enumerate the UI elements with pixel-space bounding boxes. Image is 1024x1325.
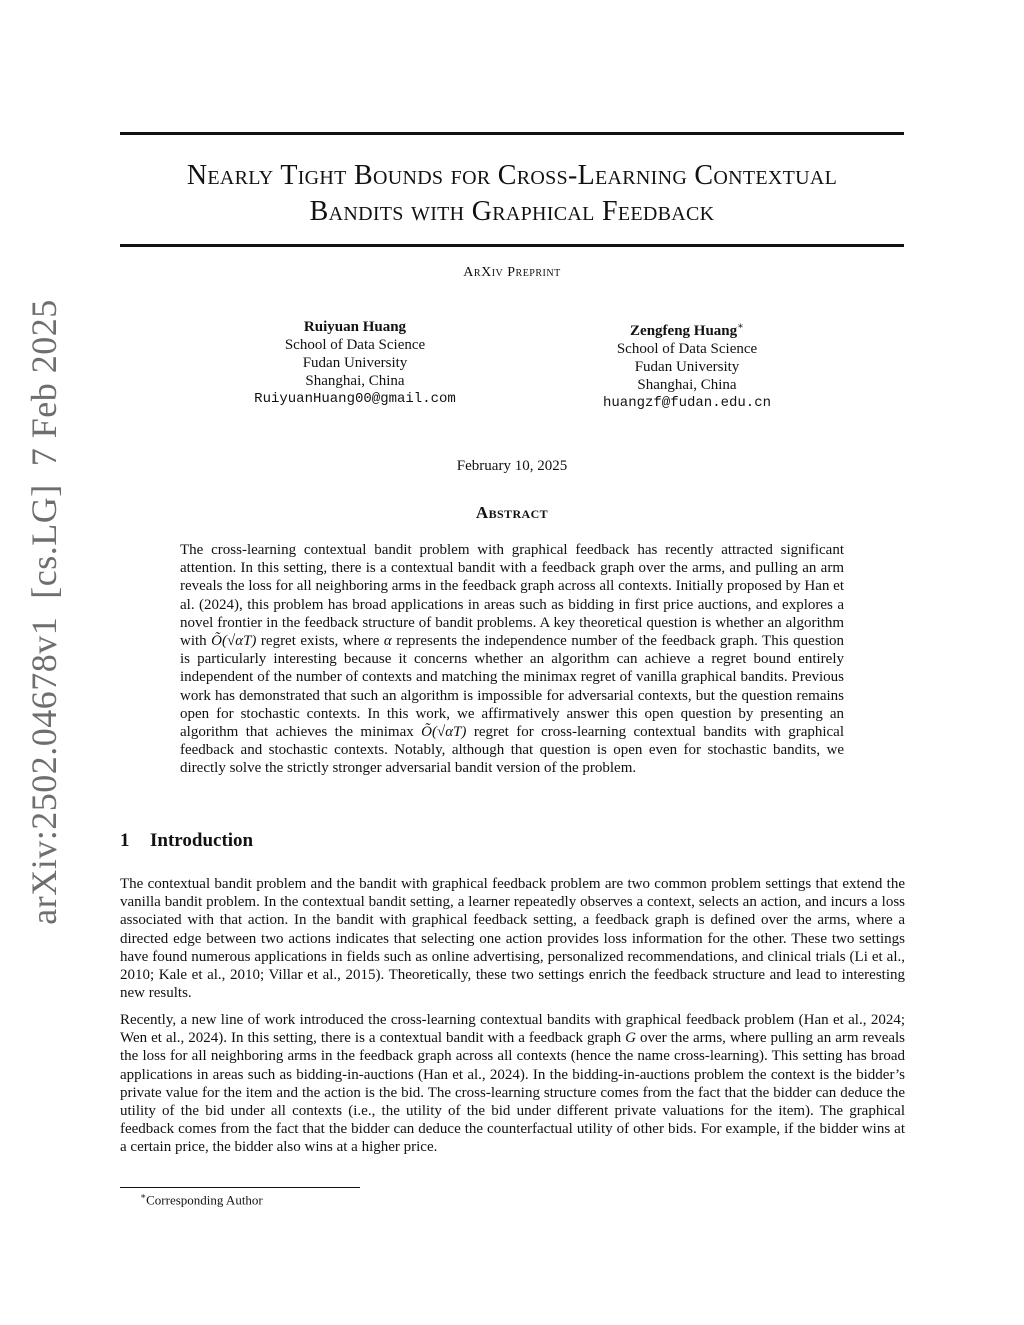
footnote-marker: ∗ (140, 1191, 147, 1201)
arxiv-id: arXiv:2502.04678v1 (24, 616, 64, 925)
intro-paragraph-1: The contextual bandit problem and the bandit with graphical feedback problem are two common problem settings that extend the vanilla bandit problem. In the contextual bandit setting, a learner repeatedly observes a context, selects an action, and incurs a loss associated with that action. In the bandit with graphical feedback setting, a feedback graph is defined over the arms, where a directed edge between two actions indicates that selecting one action provides loss information for the other. These two settings have found numerous applications in fields such as online advertising, personalized recommendations, and clinical trials (Li et al., 2010; Kale et al., 2010; Villar et al., 2015). Theoretically, these two settings enrich the feedback structure and lead to interesting new results. (120, 876, 905, 1002)
math-regret-bound: Õ(√αT) (421, 724, 467, 741)
preprint-label: ArXiv Preprint (463, 265, 561, 280)
author-city: Shanghai, China (305, 373, 405, 389)
title-rule-bottom (120, 244, 904, 247)
author-block-1 (205, 318, 505, 408)
arxiv-date: 7 Feb 2025 (24, 299, 64, 467)
author-email[interactable]: RuiyuanHuang00@gmail.com (254, 391, 456, 407)
paper-title (120, 158, 904, 230)
author-name: Zengfeng Huang∗ (630, 321, 744, 339)
arxiv-category: [cs.LG] (24, 484, 64, 599)
title-line-2: Bandits with Graphical Feedback (309, 196, 715, 227)
math-alpha: α (383, 633, 392, 650)
corresponding-marker: ∗ (737, 321, 744, 332)
section-heading-introduction (120, 830, 253, 852)
author-dept: School of Data Science (616, 341, 758, 357)
footnote (140, 1191, 263, 1208)
author-email[interactable]: huangzf@fudan.edu.cn (602, 395, 772, 411)
abstract-heading: Abstract (475, 503, 549, 522)
author-city: Shanghai, China (637, 377, 737, 393)
author-univ: Fudan University (302, 355, 408, 371)
title-rule-top (120, 132, 904, 135)
abstract-body: The cross-learning contextual bandit problem with graphical feedback has recently attracted significant attention. In this setting, there is a contextual bandit with a feedback graph over the arms, and pulling an arm reveals the loss for all neighboring arms in the feedback graph across all contexts. Initially proposed by Han et al. (2024), this problem has broad applications in areas such as bidding in first price auctions, and explores a novel frontier in the feedback structure of bandit problems. A key theoretical question is whether an algorithm with Õ(√αT) regret exists, where α represents the independence number of the feedback graph. This question is particularly interesting because it concerns whether an algorithm can achieve a regret bound entirely independent of the number of contexts and matching the minimax regret of vanilla graphical bandits. Previous work has demonstrated that such an algorithm is impossible for adversarial contexts, but the question remains open for stochastic contexts. In this work, we affirmatively answer this open question by presenting an algorithm that achieves the minimax Õ(√αT) regret for cross-learning contextual bandits with graphical feedback and stochastic contexts. Notably, although that question is open even for stochastic bandits, we directly solve the strictly stronger adversarial bandit version of the problem. (180, 542, 845, 777)
footnote-rule (120, 1187, 360, 1188)
arxiv-sidebar-stamp (23, 299, 65, 924)
paper-date: February 10, 2025 (456, 458, 568, 474)
author-block-2 (537, 318, 837, 412)
author-dept: School of Data Science (284, 337, 426, 353)
math-graph-g: G (625, 1030, 637, 1047)
author-name: Ruiyuan Huang (303, 319, 407, 335)
footnote-text: Corresponding Author (146, 1192, 263, 1208)
section-number: 1 (120, 830, 130, 851)
section-title: Introduction (150, 830, 254, 851)
author-univ: Fudan University (634, 359, 740, 375)
title-line-1: Nearly Tight Bounds for Cross-Learning Contextual (186, 160, 838, 191)
intro-paragraph-2: Recently, a new line of work introduced the cross-learning contextual bandits with graphical feedback problem (Han et al., 2024; Wen et al., 2024). In this setting, there is a contextual bandit with a feedback graph G over the arms, where pulling an arm reveals the loss for all neighboring arms in the feedback graph across all contexts (hence the name cross-learning). This setting has broad applications in areas such as bidding-in-auctions (Han et al., 2024). In the bidding-in-auctions problem the context is the bidder’s private value for the item and the action is the bid. The cross-learning structure comes from the fact that the bidder can deduce the utility of the bid under all contexts (i.e., the utility of the bid under different private valuations for the item). The graphical feedback comes from the fact that the bidder can deduce the counterfactual utility of other bids. For example, if the bidder wins at a certain price, the bidder also wins at a higher price. (120, 1012, 906, 1156)
math-regret-bound: Õ(√αT) (211, 633, 257, 650)
